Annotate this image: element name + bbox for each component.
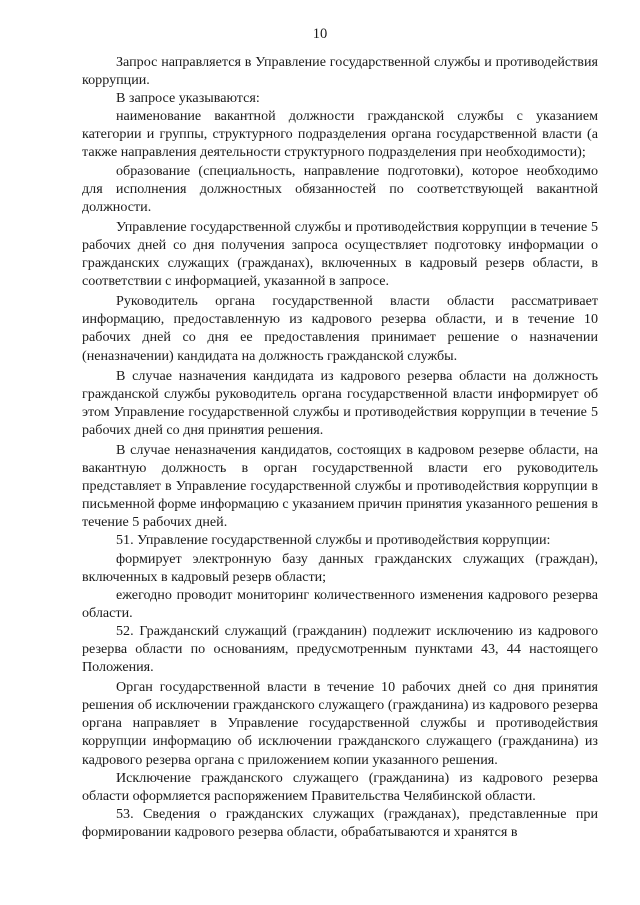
document-body [82,53,598,841]
paragraph: формирует электронную базу данных гражданских служащих (граждан), включенных в кадровый резерв области; [82,550,598,585]
paragraph: образование (специальность, направление подготовки), которое необходимо для исполнения должностных обязанностей по соответствующей вакантной должности. [82,162,598,215]
paragraph: 51. Управление государственной службы и противодействия коррупции: [116,532,551,549]
paragraph: В запросе указываются: [116,90,260,107]
paragraph: В случае назначения кандидата из кадрового резерва области на должность гражданской службы руководитель органа государственной власти информирует об этом Управление государственной службы и противодействия коррупции в течение 5 рабочих дней со дня принятия решения. [82,367,598,438]
paragraph: 52. Гражданский служащий (гражданин) подлежит исключению из кадрового резерва области по основаниям, предусмотренным пунктами 43, 44 настоящего Положения. [82,622,598,676]
page-number: 10 [312,26,328,42]
paragraph: 53. Сведения о гражданских служащих (гражданах), представленные при формировании кадрового резерва области, обрабатываются и хранятся в [82,805,598,840]
paragraph: Орган государственной власти в течение 10 рабочих дней со дня принятия решения об исключении гражданского служащего (гражданина) из кадрового резерва органа направляет в Управление государственной службы и противодействия коррупции информацию об исключении гражданского служащего (гражданина) из кадрового резерва органа с приложением копии указанного решения. [82,679,598,768]
paragraph: наименование вакантной должности гражданской службы с указанием категории и группы, структурного подразделения органа государственной власти (а также направления деятельности структурного подразделения при необходимости); [82,108,598,161]
paragraph: Руководитель органа государственной власти области рассматривает информацию, предоставленную из кадрового резерва области, и в течение 10 рабочих дней со дня ее предоставления принимает решение о назначении (неназначении) кандидата на должность гражданской службы. [82,293,598,364]
paragraph: Запрос направляется в Управление государственной службы и противодействия коррупции. [82,54,598,89]
paragraph: Исключение гражданского служащего (гражданина) из кадрового резерва области оформляется распоряжением Правительства Челябинской области. [82,769,598,804]
paragraph: В случае неназначения кандидатов, состоящих в кадровом резерве области, на вакантную должность в орган государственной власти его руководитель представляет в Управление государственной службы и противодействия коррупции в письменной форме информацию с указанием причин принятия указанного решения в течение 5 рабочих дней. [82,441,598,531]
paragraph: Управление государственной службы и противодействия коррупции в течение 5 рабочих дней со дня получения запроса осуществляет подготовку информации о гражданских служащих (гражданах), включенных в кадровый резерв области, в соответствии с информацией, указанной в запросе. [82,218,598,290]
paragraph: ежегодно проводит мониторинг количественного изменения кадрового резерва области. [82,586,598,621]
